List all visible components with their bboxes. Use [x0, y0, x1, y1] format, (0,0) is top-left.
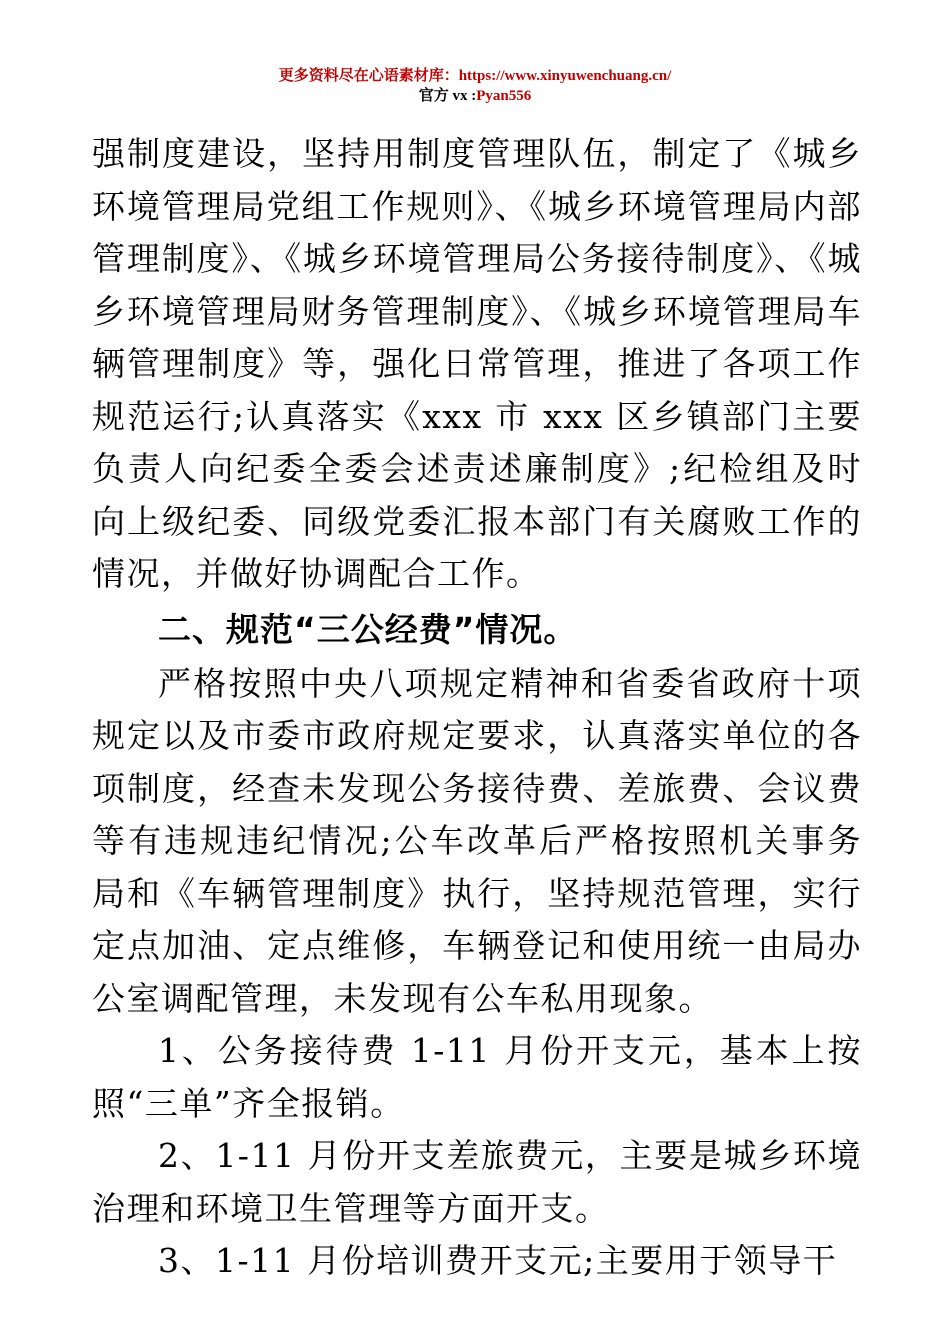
resource-link-text: 更多资料尽在心语素材库：https://www.xinyuwenchuang.cn/: [278, 68, 672, 84]
contact-handle: Pyan556: [476, 88, 532, 104]
list-item-2: 2、1-11 月份开支差旅费元，主要是城乡环境治理和环境卫生管理等方面开支。: [92, 1136, 862, 1228]
list-item-3: 3、1-11 月份培训费开支元;主要用于领导干: [158, 1241, 838, 1280]
page-header: [0, 66, 950, 106]
contact-prefix: 官方 vx :: [418, 88, 477, 104]
list-item-1: 1、公务接待费 1-11 月份开支元，基本上按照“三单”齐全报销。: [92, 1031, 862, 1123]
paragraph-continuation: 强制度建设，坚持用制度管理队伍，制定了《城乡环境管理局党组工作规则》、《城乡环境管理局内部管理制度》、《城乡环境管理局公务接待制度》、《城乡环境管理局财务管理制度》、《城乡环境管理局车辆管理制度》等，强化日常管理，推进了各项工作规范运行;认真落实《xxx 市 xxx 区乡镇部门主要负责人向纪委全委会述责述廉制度》;纪检组及时向上级纪委、同级党委汇报本部门有关腐败工作的情况，并做好协调配合工作。: [92, 134, 862, 593]
section-heading: 二、规范“三公经费”情况。: [158, 609, 578, 649]
contact-line: [0, 86, 950, 106]
paragraph-section: 严格按照中央八项规定精神和省委省政府十项规定以及市委市政府规定要求，认真落实单位的各项制度，经查未发现公务接待费、差旅费、会议费等有违规违纪情况;公车改革后严格按照机关事务局和《车辆管理制度》执行，坚持规范管理，实行定点加油、定点维修，车辆登记和使用统一由局办公室调配管理，未发现有公车私用现象。: [92, 663, 862, 1018]
document-body: [92, 128, 862, 1288]
